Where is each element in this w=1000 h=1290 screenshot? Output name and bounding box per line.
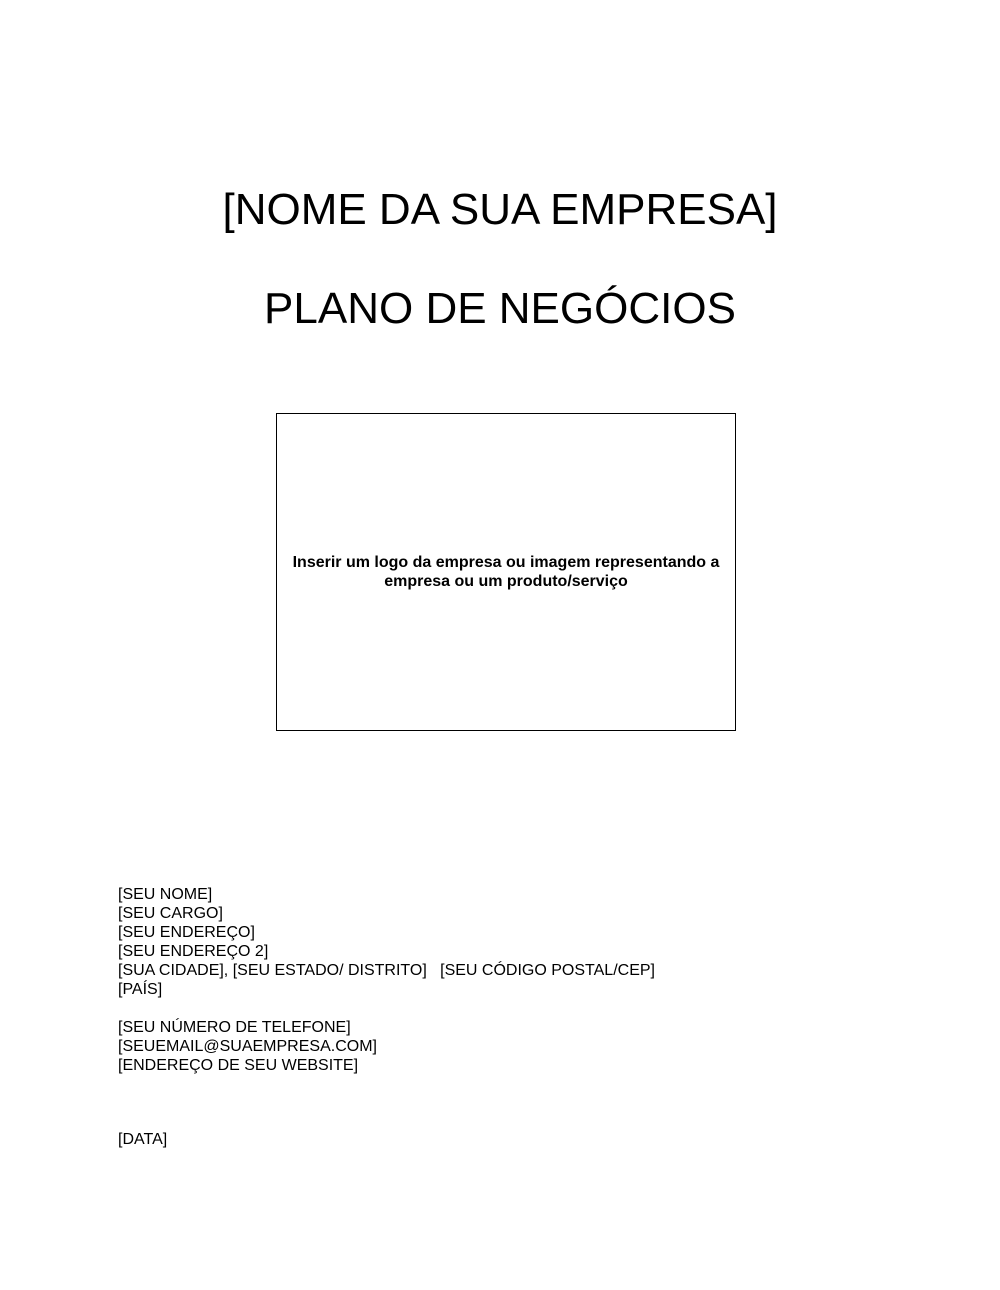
document-date: [DATA]: [118, 1131, 168, 1148]
document-title: PLANO DE NEGÓCIOS: [264, 284, 736, 333]
contact-info-block: [118, 885, 655, 1075]
company-name: [NOME DA SUA EMPRESA]: [222, 185, 778, 234]
logo-placeholder-box: [276, 413, 736, 731]
spacer: [118, 999, 655, 1018]
contact-city-state-zip: [SUA CIDADE], [SEU ESTADO/ DISTRITO] [SEU CÓDIGO POSTAL/CEP]: [118, 962, 655, 979]
logo-placeholder-text: Inserir um logo da empresa ou imagem representando a empresa ou um produto/serviço: [292, 553, 720, 590]
contact-country: [PAÍS]: [118, 981, 163, 998]
contact-phone: [SEU NÚMERO DE TELEFONE]: [118, 1019, 351, 1036]
contact-name: [SEU NOME]: [118, 886, 213, 903]
contact-email: [SEUEMAIL@SUAEMPRESA.COM]: [118, 1038, 377, 1055]
contact-job-title: [SEU CARGO]: [118, 905, 223, 922]
contact-address-1: [SEU ENDEREÇO]: [118, 924, 255, 941]
contact-website: [ENDEREÇO DE SEU WEBSITE]: [118, 1057, 359, 1074]
contact-address-2: [SEU ENDEREÇO 2]: [118, 943, 269, 960]
